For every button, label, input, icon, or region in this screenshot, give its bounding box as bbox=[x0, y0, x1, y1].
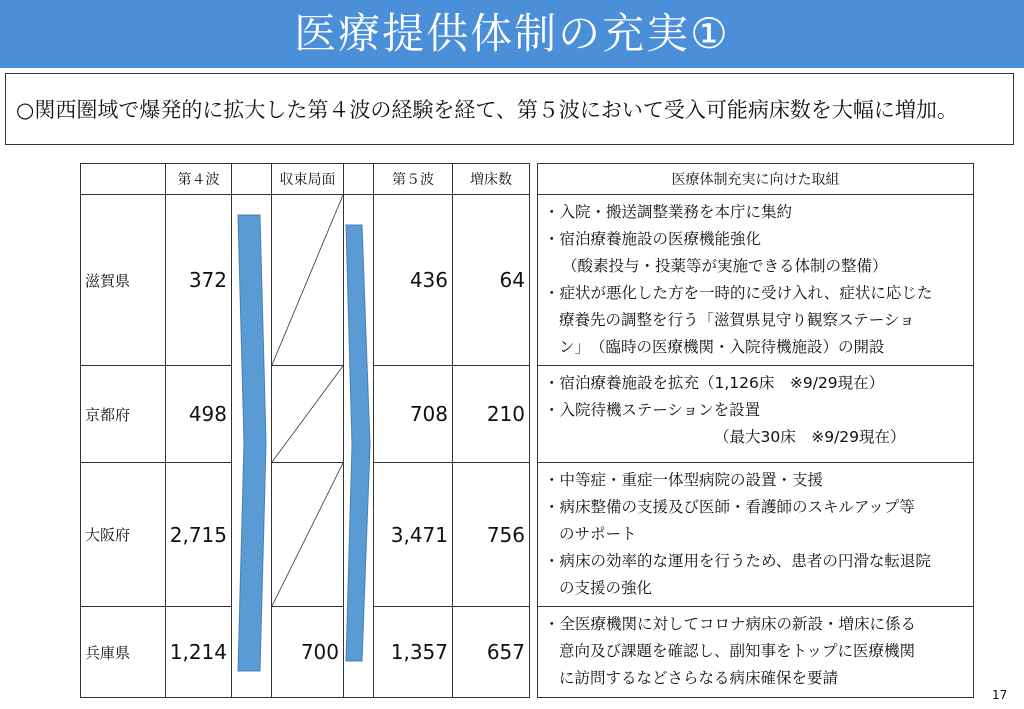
header-measures: 医療体制充実に向けた取組 bbox=[538, 164, 974, 195]
increase-value: 657 bbox=[453, 607, 530, 698]
measure-item: ・宿泊療養施設の医療機能強化 bbox=[544, 230, 762, 248]
converge-empty bbox=[272, 195, 344, 366]
header-increase: 増床数 bbox=[453, 164, 530, 195]
measure-item: ・症状が悪化した方を一時的に受け入れ、症状に応じた bbox=[544, 284, 933, 302]
increase-value: 756 bbox=[453, 463, 530, 607]
wave5-value: 708 bbox=[374, 366, 453, 463]
gap-cell bbox=[530, 195, 538, 366]
diagonal-line-icon bbox=[272, 463, 343, 606]
measures-cell bbox=[538, 195, 974, 366]
measure-item: のサポート bbox=[559, 525, 637, 543]
header-wave5: 第５波 bbox=[374, 164, 453, 195]
header-row bbox=[81, 164, 974, 195]
wave5-value: 3,471 bbox=[374, 463, 453, 607]
header-gap bbox=[530, 164, 538, 195]
measures-cell bbox=[538, 607, 974, 698]
measure-item: 療養先の調整を行う「滋賀県見守り観察ステーショ bbox=[559, 311, 915, 329]
pref-name: 大阪府 bbox=[81, 463, 166, 607]
increase-value: 64 bbox=[453, 195, 530, 366]
measure-item: （酸素投与・投薬等が実施できる体制の整備） bbox=[562, 257, 888, 275]
arrow-right-icon bbox=[344, 195, 374, 691]
header-arrow1 bbox=[232, 164, 272, 195]
converge-empty bbox=[272, 366, 344, 463]
wave4-value: 1,214 bbox=[166, 607, 232, 698]
measures-cell bbox=[538, 463, 974, 607]
header-converge: 収束局面 bbox=[272, 164, 344, 195]
measure-item: ・宿泊療養施設を拡充（1,126床 ※9/29現在） bbox=[544, 374, 885, 392]
header-arrow2 bbox=[344, 164, 374, 195]
measure-item: ・入院・搬送調整業務を本庁に集約 bbox=[544, 203, 793, 221]
measure-item: ・病床整備の支援及び医師・看護師のスキルアップ等 bbox=[544, 498, 915, 516]
measure-item: の支援の強化 bbox=[559, 579, 653, 597]
diagonal-line-icon bbox=[272, 366, 343, 462]
table-row bbox=[81, 607, 974, 698]
table-row bbox=[81, 195, 974, 366]
summary-box: ○関西圏域で爆発的に拡大した第４波の経験を経て、第５波において受入可能病床数を大幅に増加。 bbox=[5, 73, 1014, 145]
page-number: 17 bbox=[992, 688, 1008, 702]
arrow-cell-2 bbox=[344, 195, 374, 698]
measure-item: ・病床の効率的な運用を行うため、患者の円滑な転退院 bbox=[544, 552, 931, 570]
diagonal-line-icon bbox=[272, 195, 343, 365]
measure-item: に訪問するなどさらなる病床確保を要請 bbox=[559, 669, 839, 687]
bed-table bbox=[80, 163, 974, 698]
measures-cell bbox=[538, 366, 974, 463]
measure-item: ・全医療機関に対してコロナ病床の新設・増床に係る bbox=[544, 615, 917, 633]
pref-name: 兵庫県 bbox=[81, 607, 166, 698]
wave5-value: 436 bbox=[374, 195, 453, 366]
arrow-cell-1 bbox=[232, 195, 272, 698]
measure-item: ・入院待機ステーションを設置 bbox=[544, 401, 761, 419]
wave5-value: 1,357 bbox=[374, 607, 453, 698]
gap-cell bbox=[530, 463, 538, 607]
page-title: 医療提供体制の充実① bbox=[294, 9, 730, 58]
header-pref bbox=[81, 164, 166, 195]
table-row bbox=[81, 463, 974, 607]
measure-item: （最大30床 ※9/29現在） bbox=[714, 428, 906, 446]
pref-name: 滋賀県 bbox=[81, 195, 166, 366]
converge-empty bbox=[272, 463, 344, 607]
increase-value: 210 bbox=[453, 366, 530, 463]
wave4-value: 372 bbox=[166, 195, 232, 366]
measure-item: 意向及び課題を確認し、副知事をトップに医療機関 bbox=[559, 642, 916, 660]
arrow-right-icon bbox=[232, 195, 272, 691]
measure-item: ・中等症・重症一体型病院の設置・支援 bbox=[544, 471, 824, 489]
wave4-value: 2,715 bbox=[166, 463, 232, 607]
header-wave4: 第４波 bbox=[166, 164, 232, 195]
converge-value: 700 bbox=[272, 607, 344, 698]
wave4-value: 498 bbox=[166, 366, 232, 463]
measure-item: ン」 （臨時の医療機関・入院待機施設）の開設 bbox=[559, 338, 885, 356]
pref-name: 京都府 bbox=[81, 366, 166, 463]
gap-cell bbox=[530, 366, 538, 463]
table-row bbox=[81, 366, 974, 463]
gap-cell bbox=[530, 607, 538, 698]
